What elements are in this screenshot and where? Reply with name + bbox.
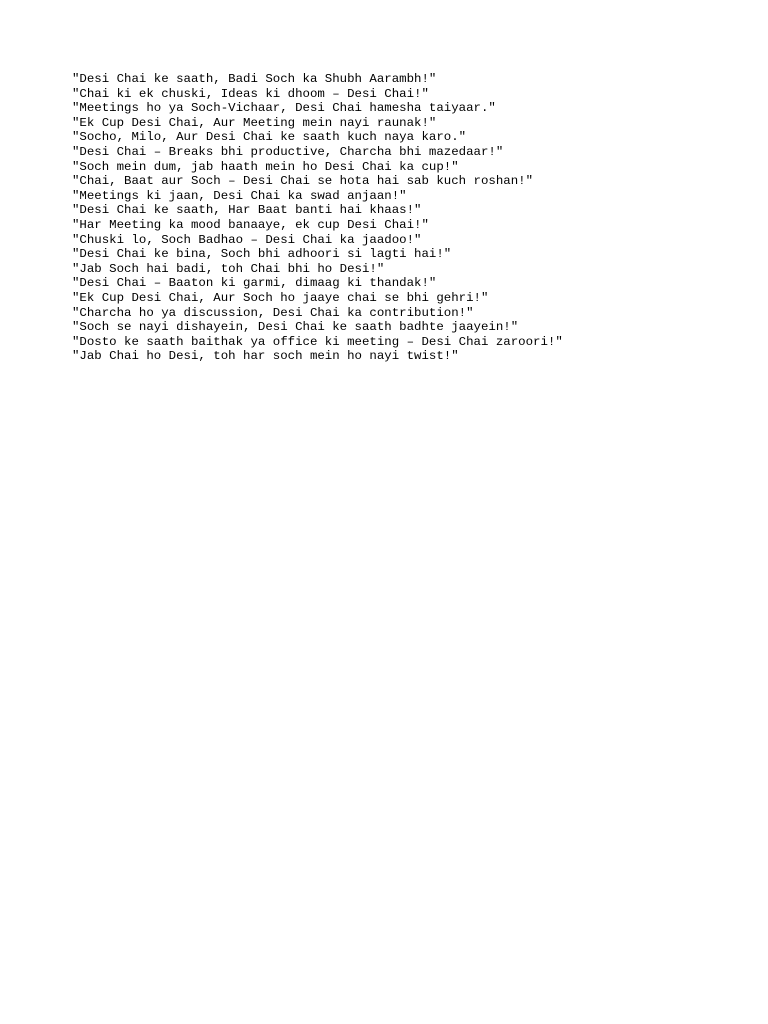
- slogan-line-16: "Ek Cup Desi Chai, Aur Soch ho jaaye chai se bhi gehri!": [72, 290, 489, 305]
- slogan-line-20: "Jab Chai ho Desi, toh har soch mein ho nayi twist!": [72, 349, 459, 364]
- slogan-line-12: "Chuski lo, Soch Badhao – Desi Chai ka jaadoo!": [72, 232, 422, 247]
- slogan-line-10: "Desi Chai ke saath, Har Baat banti hai khaas!": [72, 203, 422, 218]
- slogan-line-13: "Desi Chai ke bina, Soch bhi adhoori si lagti hai!": [72, 247, 452, 262]
- slogan-line-4: "Ek Cup Desi Chai, Aur Meeting mein nayi raunak!": [72, 115, 437, 130]
- slogan-line-6: "Desi Chai – Breaks bhi productive, Charcha bhi mazedaar!": [72, 144, 504, 159]
- slogan-line-14: "Jab Soch hai badi, toh Chai bhi ho Desi!": [72, 261, 385, 276]
- slogan-line-5: "Socho, Milo, Aur Desi Chai ke saath kuch naya karo.": [72, 130, 467, 145]
- slogan-line-19: "Dosto ke saath baithak ya office ki meeting – Desi Chai zaroori!": [72, 334, 563, 349]
- slogan-line-8: "Chai, Baat aur Soch – Desi Chai se hota hai sab kuch roshan!": [72, 174, 534, 189]
- slogan-line-18: "Soch se nayi dishayein, Desi Chai ke saath badhte jaayein!": [72, 320, 519, 335]
- slogan-line-17: "Charcha ho ya discussion, Desi Chai ka contribution!": [72, 305, 474, 320]
- slogan-line-9: "Meetings ki jaan, Desi Chai ka swad anjaan!": [72, 188, 407, 203]
- slogan-line-2: "Chai ki ek chuski, Ideas ki dhoom – Desi Chai!": [72, 86, 429, 101]
- slogan-line-1: "Desi Chai ke saath, Badi Soch ka Shubh Aarambh!": [72, 72, 437, 86]
- slogan-line-15: "Desi Chai – Baaton ki garmi, dimaag ki thandak!": [72, 276, 437, 291]
- slogan-line-11: "Har Meeting ka mood banaaye, ek cup Desi Chai!": [72, 217, 429, 232]
- slogan-list: [72, 72, 752, 364]
- slogan-line-3: "Meetings ho ya Soch-Vichaar, Desi Chai hamesha taiyaar.": [72, 101, 496, 116]
- slogan-line-7: "Soch mein dum, jab haath mein ho Desi Chai ka cup!": [72, 159, 459, 174]
